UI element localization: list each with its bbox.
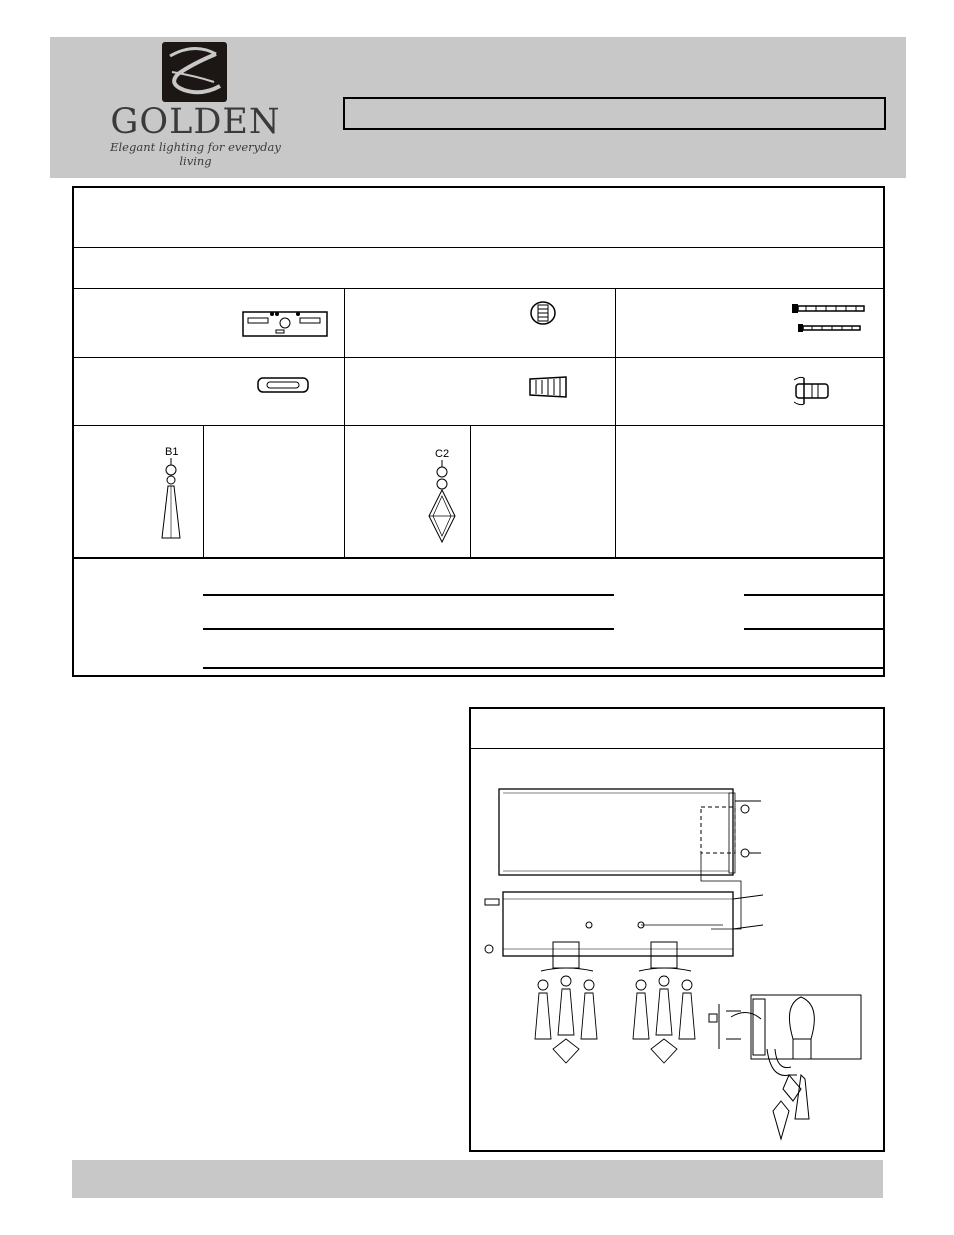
form-line	[203, 594, 614, 596]
wire-nut-icon	[529, 300, 557, 326]
brand-name: GOLDEN	[110, 102, 281, 142]
screws-icon	[790, 301, 866, 337]
mounting-plate-icon	[242, 306, 328, 340]
ground-screw-icon	[790, 374, 834, 408]
row-divider	[74, 357, 883, 358]
golden-logo-mark-icon	[162, 42, 227, 102]
title-box	[343, 97, 886, 130]
col-divider	[470, 425, 471, 557]
crystal-c2-icon	[427, 460, 457, 546]
crystal-b1-icon	[156, 458, 186, 542]
part-c2-label: C2	[435, 448, 450, 460]
row-divider	[74, 557, 883, 559]
brand-tagline: Elegant lighting for everyday living	[110, 140, 281, 168]
installation-box	[469, 707, 885, 1152]
col-divider	[615, 288, 616, 557]
connector-icon	[528, 375, 568, 399]
assembly-diagram	[471, 749, 883, 1149]
form-line	[203, 628, 614, 630]
form-line	[744, 628, 883, 630]
row-divider	[74, 288, 883, 289]
golden-logo	[108, 40, 283, 168]
form-line	[744, 594, 883, 596]
crossbar-icon	[257, 376, 309, 394]
footer-band	[72, 1160, 883, 1198]
col-divider	[344, 288, 345, 557]
row-divider	[74, 425, 883, 426]
parts-box	[72, 186, 885, 677]
col-divider	[203, 425, 204, 557]
form-line	[203, 667, 883, 669]
part-b1-label: B1	[165, 446, 179, 458]
row-divider	[74, 247, 883, 248]
